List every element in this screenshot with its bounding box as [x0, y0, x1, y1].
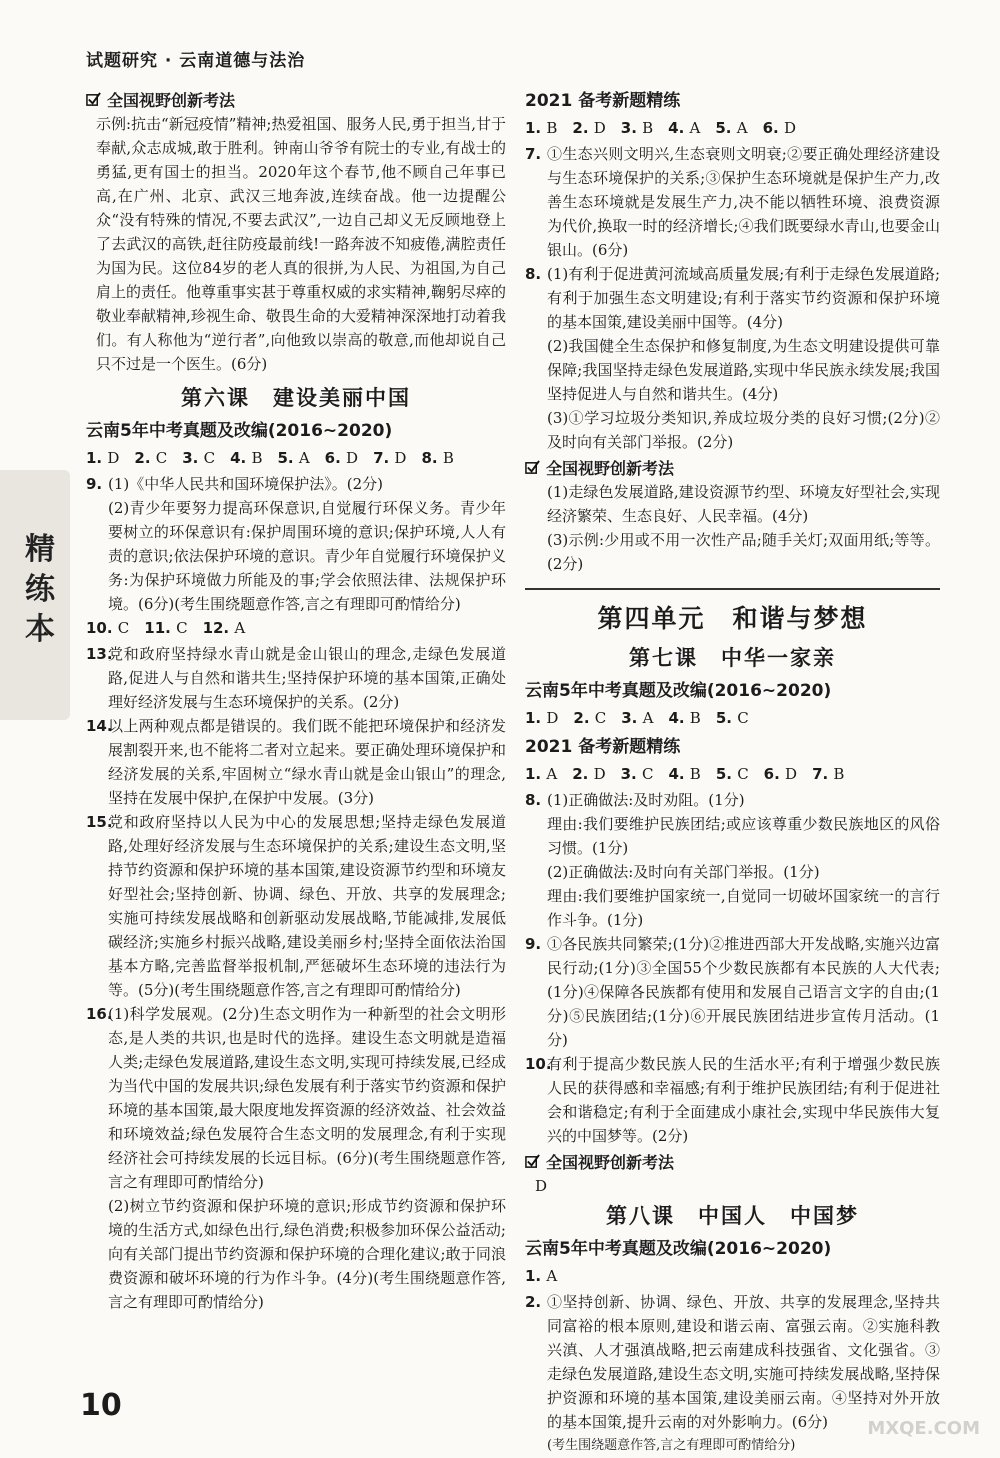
answer-text: (1)有利于促进黄河流域高质量发展;有利于走绿色发展道路;有利于加强生态文明建设;有利于落实节约资源和保护环境的基本国策,建设美丽中国等。(4分)	[547, 265, 940, 331]
choice-number: 7.	[812, 765, 834, 783]
unit-title: 第四单元 和谐与梦想	[597, 604, 868, 633]
choice-answer: C	[737, 709, 749, 727]
answer-text: D	[535, 1177, 548, 1195]
left-column	[86, 86, 506, 1314]
choice-answers	[86, 446, 506, 472]
answer-text: (2)青少年要努力提高环保意识,自觉履行环保义务。青少年要树立的环保意识有:保护周围环境的意识;保护环境,人人有责的意识;依法保护环境的意识。青少年自觉履行环境保护义务:为保护环境做力所能及的事;学会依照法律、法规保护环境。(6分)(考生围绕题意作答,言之有理即可酌情给分)	[108, 499, 506, 613]
choice-number: 5.	[277, 449, 299, 467]
answer-item: 8. (1)正确做法:及时劝阻。(1分) 理由:我们要维护民族团结;或应该尊重少数民族地区的风俗习惯。(1分) (2)正确做法:及时向有关部门举报。(1分) 理由:我们要维护国家统一,自觉同一切破坏国家统一的言行作斗争。(1分)	[525, 788, 940, 932]
answer-text: 理由:我们要维护国家统一,自觉同一切破坏国家统一的言行作斗争。(1分)	[547, 887, 940, 929]
section-title: 2021 备考新题精练	[525, 91, 681, 111]
choice-answer: C	[155, 449, 168, 467]
answer-text: (2)正确做法:及时向有关部门举报。(1分)	[547, 863, 820, 881]
answer-text: ①生态兴则文明兴,生态衰则文明衰;②要正确处理经济建设与生态环境保护的关系;③保护生态环境就是保护生产力,改善生态环境就是发展生产力,决不能以牺牲环境、浪费资源为代价,换取一时的经济增长;④我们既要绿水青山,也要金山银山。(6分)	[547, 145, 940, 259]
section-tag-label: 全国视野创新考法	[546, 1152, 675, 1172]
choice-number: 1.	[525, 765, 547, 783]
section-tag	[86, 86, 506, 112]
lesson-title: 第七课 中华一家亲	[629, 646, 836, 670]
section-tag	[525, 454, 940, 480]
choice-answer: D	[783, 119, 796, 137]
check-square-icon	[86, 92, 101, 107]
choice-number: 4.	[230, 449, 252, 467]
choice-number: 6.	[763, 765, 786, 783]
answer-item: 16. (1)科学发展观。(2分)生态文明作为一种新型的社会文明形态,是人类的共识,也是时代的选择。建设生态文明就是造福人类;走绿色发展道路,建设生态文明,实现可持续发展,已经成为当代中国的发展共识;绿色发展有利于落实节约资源和保护环境的基本国策,最大限度地发挥资源的经济效益、社会效益和环境效益;绿色发展符合生态文明的发展理念,有利于实现经济社会可持续发展的长远目标。(6分)(考生围绕题意作答,言之有理即可酌情给分) (2)树立节约资源和保护环境的意识;形成节约资源和保护环境的生活方式,如绿色出行,绿色消费;积极参加环保公益活动;向有关部门提出节约资源和保护环境的合理化建议;敢于同浪费资源和破坏环境的行为作斗争。(4分)(考生围绕题意作答,言之有理即可酌情给分)	[86, 1002, 506, 1314]
choice-answer: B	[833, 765, 845, 783]
divider	[525, 588, 940, 590]
answer-text: (2)我国健全生态保护和修复制度,为生态文明建设提供可靠保障;我国坚持走绿色发展道路,实现中华民族永续发展;我国坚持促进人与自然和谐共生。(4分)	[547, 337, 940, 403]
answer-text: (2)树立节约资源和保护环境的意识;形成节约资源和保护环境的生活方式,如绿色出行,绿色消费;积极参加环保公益活动;向有关部门提出节约资源和保护环境的合理化建议;敢于同浪费资源和破坏环境的行为作斗争。(4分)(考生围绕题意作答,言之有理即可酌情给分)	[108, 1197, 506, 1311]
answer-text: 理由:我们要维护民族团结;或应该尊重少数民族地区的风俗习惯。(1分)	[547, 815, 940, 857]
choice-number: 12.	[202, 619, 235, 637]
answer-note: (考生围绕题意作答,言之有理即可酌情给分)	[547, 1438, 796, 1453]
choice-answer: D	[107, 449, 120, 467]
choice-answer: D	[546, 709, 559, 727]
answer-text: 党和政府坚持绿水青山就是金山银山的理念,走绿色发展道路,促进人与自然和谐共生;坚持保护环境的基本国策,正确处理好经济发展与生态环境保护的关系。(2分)	[108, 645, 506, 711]
choice-answer: A	[546, 765, 558, 783]
choice-answer: D	[346, 449, 359, 467]
answer-paragraph: 示例:抗击“新冠疫情”精神;热爱祖国、服务人民,勇于担当,甘于奉献,众志成城,敢于胜利。钟南山爷爷有院士的专业,有战士的勇猛,更有国士的担当。2020年这个春节,他不顾自己年事已高,在广州、北京、武汉三地奔波,连续奋战。他一边提醒公众“没有特殊的情况,不要去武汉”,一边自己却义无反顾地登上了去武汉的高铁,赶往防疫最前线!一路奔波不知疲倦,满腔责任为国为民。这位84岁的老人真的很拼,为人民、为祖国,为自己肩上的责任。他尊重事实甚于尊重权威的求实精神,鞠躬尽瘁的敬业奉献精神,珍视生命、敬畏生命的大爱精神深深地打动着我们。有人称他为“逆行者”,向他致以崇高的敬意,而他却说自己只不过是一个医生。(6分)	[96, 115, 506, 373]
section-tag-label: 全国视野创新考法	[546, 458, 675, 478]
choice-number: 3.	[621, 709, 643, 727]
answer-text: ①各民族共同繁荣;(1分)②推进西部大开发战略,实施兴边富民行动;(1分)③全国55个少数民族都有本民族的人大代表;(1分)④保障各民族都有使用和发展自己语言文字的自由;(1分)⑤民族团结;(1分)⑥开展民族团结进步宣传月活动。(1分)	[547, 935, 940, 1049]
choice-answer: B	[251, 449, 263, 467]
answer-item: 15. 党和政府坚持以人民为中心的发展思想;坚持走绿色发展道路,处理好经济发展与生态环境保护的关系;建设生态文明,坚持节约资源和保护环境的基本国策,建设资源节约型和环境友好型社会;坚持创新、协调、绿色、开放、共享的发展理念;实施可持续发展战略和创新驱动发展战略,节能减排,发展低碳经济;实施乡村振兴战略,建设美丽乡村;坚持全面依法治国基本方略,完善监督举报机制,严惩破坏生态环境的违法行为等。(5分)(考生围绕题意作答,言之有理即可酌情给分)	[86, 810, 506, 1002]
choice-number: 5.	[715, 765, 738, 783]
section-title: 云南5年中考真题及改编(2016~2020)	[86, 421, 393, 441]
answer-text: ①坚持创新、协调、绿色、开放、共享的发展理念,坚持共同富裕的根本原则,建设和谐云南、富强云南。②实施科教兴滇、人才强滇战略,把云南建成科技强省、文化强省。③走绿色发展道路,建设生态文明,实施可持续发展战略,坚持保护资源和环境的基本国策,建设美丽云南。④坚持对外开放的基本国策,提升云南的对外影响力。(6分)	[547, 1293, 940, 1431]
choice-answer: A	[736, 119, 748, 137]
choice-answer: B	[689, 765, 701, 783]
answer-item: 9. ①各民族共同繁荣;(1分)②推进西部大开发战略,实施兴边富民行动;(1分)③全国55个少数民族都有本民族的人大代表;(1分)④保障各民族都有使用和发展自己语言文字的自由;(1分)⑤民族团结;(1分)⑥开展民族团结进步宣传月活动。(1分)	[525, 932, 940, 1052]
watermark-text: MXQE.COM	[867, 1418, 980, 1439]
answer-text: (1)走绿色发展道路,建设资源节约型、环境友好型社会,实现经济繁荣、生态良好、人民幸福。(4分)	[547, 483, 940, 525]
choice-number: 11.	[144, 619, 177, 637]
choice-answer: B	[546, 119, 558, 137]
answer-text: 以上两种观点都是错误的。我们既不能把环境保护和经济发展割裂开来,也不能将二者对立起来。要正确处理环境保护和经济发展的关系,牢固树立“绿水青山就是金山银山”的理念,坚持在发展中保护,在保护中发展。(3分)	[108, 717, 506, 807]
answer-text: (3)示例:少用或不用一次性产品;随手关灯;双面用纸;等等。(2分)	[547, 531, 940, 573]
watermark	[810, 1369, 980, 1439]
choice-answer: D	[593, 765, 606, 783]
choice-number: 2.	[572, 119, 594, 137]
section-title: 2021 备考新题精练	[525, 737, 681, 757]
side-tab-label: 精练本	[25, 532, 55, 647]
choice-number: 1.	[525, 1267, 547, 1285]
choice-number: 3.	[620, 765, 642, 783]
answer-text: 有利于提高少数民族人民的生活水平;有利于增强少数民族人民的获得感和幸福感;有利于维护民族团结;有利于促进社会和谐稳定;有利于全面建成小康社会,实现中华民族伟大复兴的中国梦等。(2分)	[547, 1055, 940, 1145]
section-tag-label: 全国视野创新考法	[107, 90, 236, 110]
right-column	[525, 86, 940, 1458]
choice-answer: A	[234, 619, 246, 637]
choice-answer: C	[203, 449, 216, 467]
choice-number: 2.	[573, 709, 595, 727]
choice-answers	[86, 616, 506, 642]
choice-answer: B	[442, 449, 454, 467]
answer-item: 10. 有利于提高少数民族人民的生活水平;有利于增强少数民族人民的获得感和幸福感;有利于维护民族团结;有利于促进社会和谐稳定;有利于全面建成小康社会,实现中华民族伟大复兴的中国梦等。(2分)	[525, 1052, 940, 1148]
choice-answer: A	[298, 449, 310, 467]
side-tab	[0, 470, 70, 720]
answer-item: 2. ①坚持创新、协调、绿色、开放、共享的发展理念,坚持共同富裕的根本原则,建设和谐云南、富强云南。②实施科教兴滇、人才强滇战略,把云南建成科技强省、文化强省。③走绿色发展道路,建设生态文明,实施可持续发展战略,坚持保护资源和环境的基本国策,建设美丽云南。④坚持对外开放的基本国策,提升云南的对外影响力。(6分) (考生围绕题意作答,言之有理即可酌情给分)	[525, 1290, 940, 1458]
answer-text: (1)正确做法:及时劝阻。(1分)	[547, 791, 745, 809]
choice-number: 4.	[668, 765, 690, 783]
choice-answer: C	[737, 765, 749, 783]
answer-text: (3)①学习垃圾分类知识,养成垃圾分类的良好习惯;(2分)②及时向有关部门举报。(2分)	[547, 409, 940, 451]
choice-number: 1.	[86, 449, 108, 467]
section-title: 云南5年中考真题及改编(2016~2020)	[525, 681, 832, 701]
choice-number: 7.	[373, 449, 395, 467]
check-square-icon	[525, 460, 540, 475]
section-tag	[525, 1148, 940, 1174]
choice-answer: A	[689, 119, 701, 137]
answer-text: 党和政府坚持以人民为中心的发展思想;坚持走绿色发展道路,处理好经济发展与生态环境保护的关系;建设生态文明,坚持节约资源和保护环境的基本国策,建设资源节约型和环境友好型社会;坚持创新、协调、绿色、开放、共享的发展理念;实施可持续发展战略和创新驱动发展战略,节能减排,发展低碳经济;实施乡村振兴战略,建设美丽乡村;坚持全面依法治国基本方略,完善监督举报机制,严惩破坏生态环境的违法行为等。(5分)(考生围绕题意作答,言之有理即可酌情给分)	[108, 813, 506, 999]
choice-number: 2.	[572, 765, 594, 783]
choice-answer: C	[176, 619, 188, 637]
choice-answer: C	[641, 765, 654, 783]
choice-answer: C	[117, 619, 130, 637]
choice-answer: C	[594, 709, 607, 727]
choice-answer: A	[642, 709, 654, 727]
choice-number: 5.	[715, 709, 738, 727]
check-square-icon	[525, 1154, 540, 1169]
answer-item: 13. 党和政府坚持绿水青山就是金山银山的理念,走绿色发展道路,促进人与自然和谐共生;坚持保护环境的基本国策,正确处理好经济发展与生态环境保护的关系。(2分)	[86, 642, 506, 714]
running-header: 试题研究 · 云南道德与法治	[86, 51, 306, 71]
choice-answer: A	[546, 1267, 558, 1285]
answer-item: 7. ①生态兴则文明兴,生态衰则文明衰;②要正确处理经济建设与生态环境保护的关系;③保护生态环境就是保护生产力,改善生态环境就是发展生产力,决不能以牺牲环境、浪费资源为代价,换取一时的经济增长;④我们既要绿水青山,也要金山银山。(6分)	[525, 142, 940, 262]
choice-number: 8.	[421, 449, 443, 467]
choice-number: 4.	[668, 119, 690, 137]
choice-answer: D	[593, 119, 606, 137]
choice-number: 10.	[86, 619, 118, 637]
choice-number: 1.	[525, 119, 547, 137]
choice-answers	[525, 762, 940, 788]
lesson-title: 第六课 建设美丽中国	[181, 386, 411, 410]
choice-answers	[525, 706, 940, 732]
choice-answer: D	[785, 765, 798, 783]
choice-number: 6.	[324, 449, 347, 467]
choice-number: 5.	[715, 119, 737, 137]
choice-answers	[525, 116, 940, 142]
page-number: 10	[80, 1388, 122, 1423]
answer-text: (1)《中华人民共和国环境保护法》。(2分)	[108, 475, 383, 493]
answer-item: 9. (1)《中华人民共和国环境保护法》。(2分) (2)青少年要努力提高环保意识,自觉履行环保义务。青少年要树立的环保意识有:保护周围环境的意识;保护环境,人人有责的意识;依法保护环境的意识。青少年自觉履行环境保护义务:为保护环境做力所能及的事;学会依照法律、法规保护环境。(6分)(考生围绕题意作答,言之有理即可酌情给分)	[86, 472, 506, 616]
choice-answer: B	[689, 709, 701, 727]
choice-answer: B	[642, 119, 654, 137]
choice-number: 2.	[134, 449, 156, 467]
choice-number: 1.	[525, 709, 547, 727]
section-title: 云南5年中考真题及改编(2016~2020)	[525, 1239, 832, 1259]
choice-number: 4.	[668, 709, 690, 727]
choice-number: 3.	[620, 119, 643, 137]
choice-answers	[525, 1264, 940, 1290]
choice-number: 6.	[762, 119, 784, 137]
answer-item: 8. (1)有利于促进黄河流域高质量发展;有利于走绿色发展道路;有利于加强生态文明建设;有利于落实节约资源和保护环境的基本国策,建设美丽中国等。(4分) (2)我国健全生态保护和修复制度,为生态文明建设提供可靠保障;我国坚持走绿色发展道路,实现中华民族永续发展;我国坚持促进人与自然和谐共生。(4分) (3)①学习垃圾分类知识,养成垃圾分类的良好习惯;(2分)②及时向有关部门举报。(2分)	[525, 262, 940, 454]
lesson-title: 第八课 中国人 中国梦	[606, 1204, 859, 1228]
choice-answer: D	[394, 449, 407, 467]
answer-item: 14. 以上两种观点都是错误的。我们既不能把环境保护和经济发展割裂开来,也不能将二者对立起来。要正确处理环境保护和经济发展的关系,牢固树立“绿水青山就是金山银山”的理念,坚持在发展中保护,在保护中发展。(3分)	[86, 714, 506, 810]
answer-text: (1)科学发展观。(2分)生态文明作为一种新型的社会文明形态,是人类的共识,也是时代的选择。建设生态文明就是造福人类;走绿色发展道路,建设生态文明,实现可持续发展,已经成为当代中国的发展共识;绿色发展有利于落实节约资源和保护环境的基本国策,最大限度地发挥资源的经济效益、社会效益和环境效益;绿色发展符合生态文明的发展理念,有利于实现经济社会可持续发展的长远目标。(6分)(考生围绕题意作答,言之有理即可酌情给分)	[108, 1005, 506, 1191]
choice-number: 3.	[182, 449, 204, 467]
